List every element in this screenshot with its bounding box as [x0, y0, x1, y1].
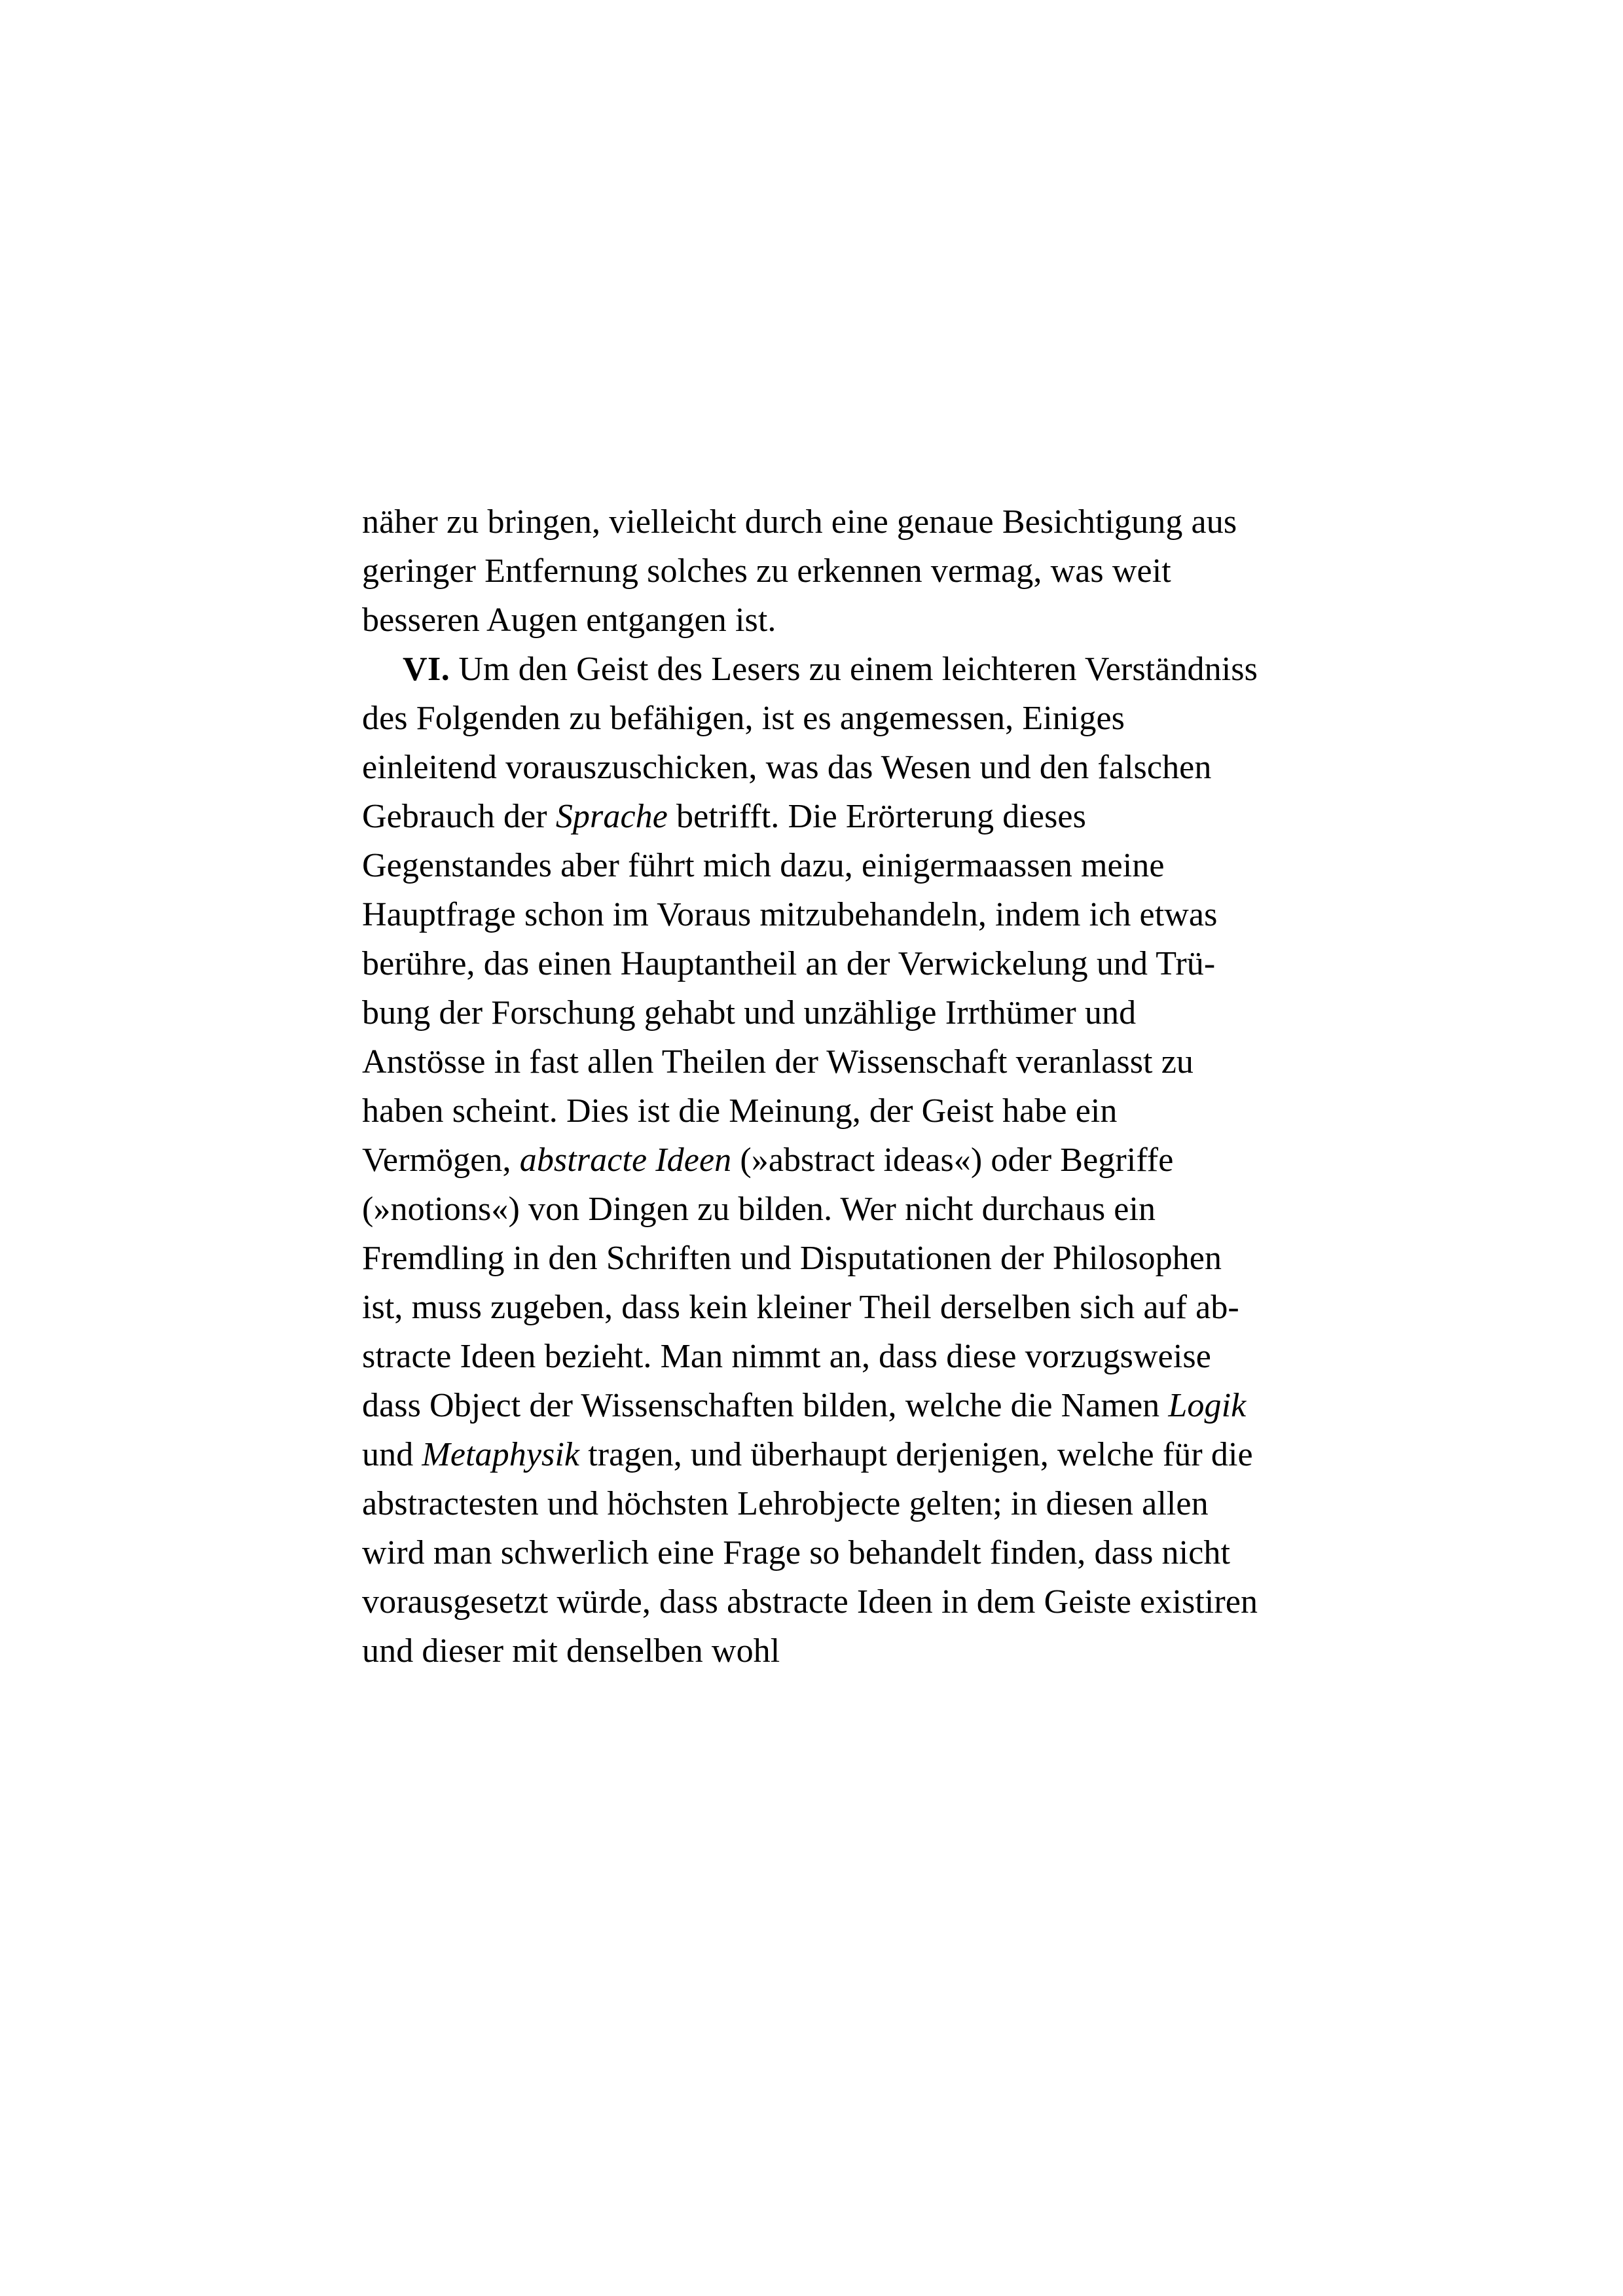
text-run: betrifft. Die Erörterung dieses Gegenstandes aber führt mich dazu, einigermaassen meine Hauptfrage schon im Voraus mitzubehandeln, indem ich etwas berühre, das einen Hauptantheil an der Verwickelung und Trübung der Forschung gehabt und unzählige Irrthümer und Anstösse in fast allen Theilen der Wissenschaft veranlasst zu haben scheint. Dies ist die Meinung, der Geist habe ein Vermögen,	[362, 798, 1218, 1179]
paragraph	[362, 645, 1266, 1676]
emphasis-text: Logik	[1168, 1387, 1247, 1424]
text-run: (»abstract ideas«) oder Begriffe (»notions«) von Dingen zu bilden. Wer nicht durchaus ein Fremdling in den Schriften und Disputationen der Philosophen ist, muss zugeben, dass kein kleiner Theil derselben sich auf abstracte Ideen bezieht. Man nimmt an, dass diese vorzugsweise dass Object der Wissenschaften bilden, welche die Namen	[362, 1141, 1239, 1424]
body-text-column	[362, 497, 1266, 1676]
emphasis-text: Sprache	[555, 798, 668, 835]
text-run: tragen, und überhaupt derjenigen, welche für die abstractesten und höchsten Lehrobjecte gelten; in diesen allen wird man schwerlich eine Frage so behandelt finden, dass nicht vorausgesetzt würde, dass abstracte Ideen in dem Geiste existiren und dieser mit denselben wohl	[362, 1436, 1258, 1670]
text-run: und	[362, 1436, 422, 1473]
paragraph	[362, 497, 1266, 645]
emphasis-text: Metaphysik	[422, 1436, 580, 1473]
text-run: Um den Geist des Lesers zu einem leichteren Verständniss des Folgenden zu befähigen, ist es angemessen, Einiges einleitend vorauszuschicken, was das Wesen und den falschen Gebrauch der	[362, 651, 1258, 835]
text-run: näher zu bringen, vielleicht durch eine genaue Besichtigung aus geringer Entfernung solches zu erkennen vermag, was weit besseren Augen entgangen ist.	[362, 503, 1237, 639]
emphasis-text: abstracte Ideen	[519, 1141, 732, 1179]
section-number: VI.	[403, 651, 450, 688]
